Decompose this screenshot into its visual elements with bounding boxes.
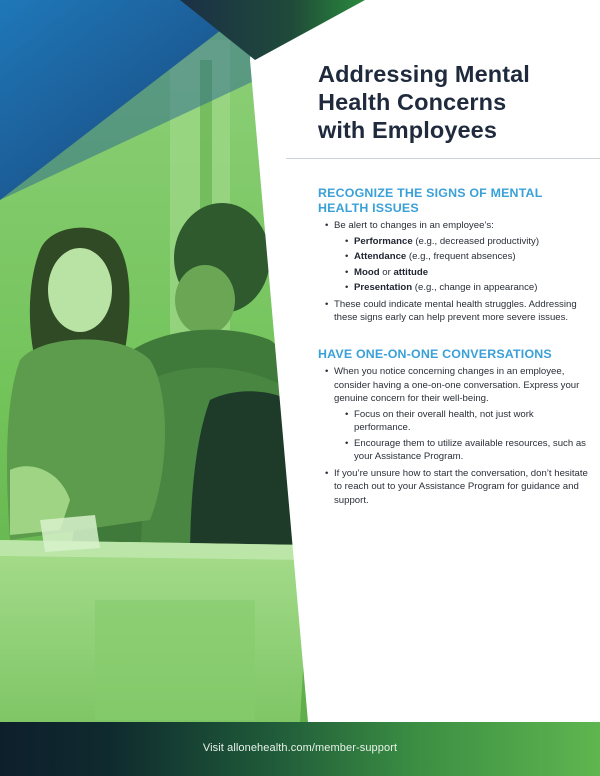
bullet-text: If you’re unsure how to start the conversation, don’t hesitate to reach out to your Assistance Program for guidance and support. <box>334 467 588 506</box>
title-block <box>318 60 580 144</box>
sub-list-item <box>334 235 588 249</box>
sign-label: Presentation <box>354 282 413 293</box>
section-heading <box>318 186 588 216</box>
sub-list-item: • Encourage them to utilize available resources, such as your Assistance Program. <box>334 437 588 464</box>
sub-list-item <box>334 281 588 295</box>
sign-connector: or <box>379 266 394 278</box>
woman-face <box>48 248 112 332</box>
sub-bullet-list <box>334 408 588 464</box>
bullet-list <box>318 365 588 507</box>
sub-list-item <box>334 266 588 280</box>
sub-list-item <box>334 250 588 264</box>
footer-bar <box>0 722 600 776</box>
sign-label: Attendance <box>354 251 407 262</box>
bullet-text: Be alert to changes in an employee’s: <box>334 220 494 231</box>
sign-label: Performance <box>354 235 413 247</box>
section-heading-line-1: RECOGNIZE THE SIGNS OF MENTAL <box>318 186 543 200</box>
title-line-3: with Employees <box>318 117 498 143</box>
bullet-list <box>318 219 588 325</box>
title-line-1: Addressing Mental <box>318 61 530 87</box>
list-item <box>318 219 588 295</box>
section-recognize-signs <box>318 186 588 325</box>
sign-label: attitude <box>393 266 429 278</box>
title-line-2: Health Concerns <box>318 89 507 115</box>
sign-detail: (e.g., decreased productivity) <box>412 235 540 247</box>
document-title <box>318 60 580 144</box>
footer-link[interactable]: Visit allonehealth.com/member-support <box>202 742 398 754</box>
sign-label: Mood <box>354 266 380 278</box>
title-divider <box>286 158 600 159</box>
section-heading: HAVE ONE-ON-ONE CONVERSATIONS <box>318 347 552 361</box>
list-item <box>318 467 588 508</box>
list-item <box>318 298 588 325</box>
sign-detail: (e.g., change in appearance) <box>412 282 538 293</box>
bullet-text: These could indicate mental health struggles. Addressing these signs early can help prevent more severe issues. <box>334 298 577 323</box>
list-item <box>318 365 588 464</box>
section-one-on-one <box>318 347 588 507</box>
section-heading-line-2: HEALTH ISSUES <box>318 201 419 215</box>
bullet-text: When you notice concerning changes in an employee, consider having a one-on-one conversation. Express your genuine concern for their well-being. <box>334 366 580 404</box>
sub-bullet-list <box>334 235 588 295</box>
sign-detail: (e.g., frequent absences) <box>406 251 516 262</box>
sub-list-item: • Focus on their overall health, not just work performance. <box>334 408 588 435</box>
